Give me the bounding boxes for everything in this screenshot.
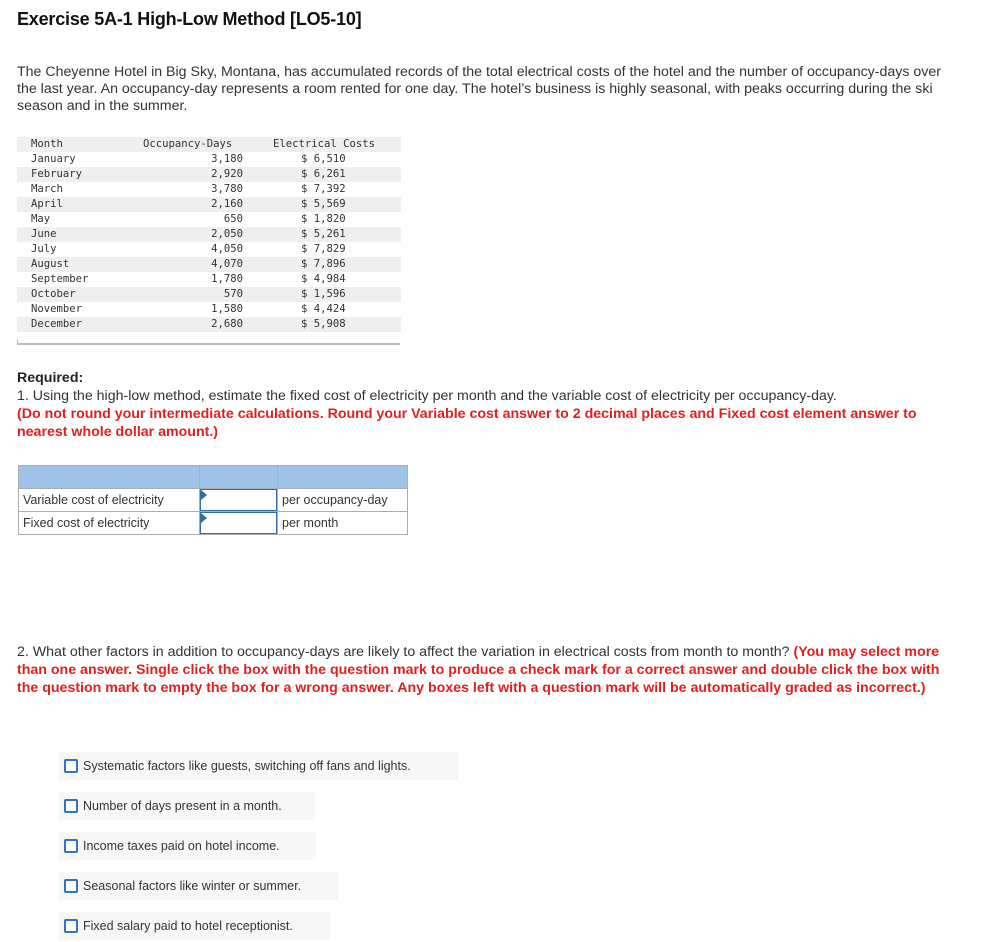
option-label: Fixed salary paid to hotel receptionist. [83, 919, 293, 933]
electrical-costs-cell: $ 4,984 [301, 273, 346, 285]
fixed-cost-input[interactable] [200, 512, 277, 534]
month-cell: November [31, 303, 83, 315]
table-row [17, 317, 401, 332]
table-row [17, 242, 401, 257]
electrical-costs-cell: $ 6,510 [301, 153, 346, 165]
header-month: Month [31, 138, 63, 150]
occupancy-days-cell: 3,780 [211, 183, 243, 195]
electrical-costs-cell: $ 5,908 [301, 318, 346, 330]
table-row [17, 287, 401, 302]
option-label: Seasonal factors like winter or summer. [83, 879, 302, 893]
question-2-instruction: (You may select more than one answer. Single click the box with the question mark to produce a check mark for a correct answer and double click the box with the question mark to empty the box for a wrong answer. Any boxes left with a question mark will be automatically graded as incorrect.) [17, 644, 940, 696]
answer-row-variable-cost [19, 489, 408, 512]
electrical-costs-cell: $ 7,829 [301, 243, 346, 255]
occupancy-days-cell: 1,580 [211, 303, 243, 315]
electrical-costs-cell: $ 1,820 [301, 213, 346, 225]
month-cell: January [31, 153, 76, 165]
checkbox-icon[interactable] [64, 839, 78, 853]
month-cell: February [31, 168, 83, 180]
checkbox-icon[interactable] [64, 759, 78, 773]
table-scroll-edge [17, 339, 400, 345]
electrical-costs-cell: $ 7,896 [301, 258, 346, 270]
occupancy-days-cell: 2,680 [211, 318, 243, 330]
occupancy-days-cell: 570 [223, 288, 243, 300]
occupancy-days-cell: 2,050 [211, 228, 243, 240]
occupancy-days-cell: 1,780 [211, 273, 243, 285]
table-row [17, 257, 401, 272]
table-row [17, 212, 401, 227]
fixed-cost-cell [200, 512, 278, 535]
electrical-costs-cell: $ 5,569 [301, 198, 346, 210]
option-label: Number of days present in a month. [83, 799, 282, 813]
answer-header-cell [19, 466, 200, 489]
occupancy-days-cell: 2,160 [211, 198, 243, 210]
variable-cost-cell [200, 489, 278, 512]
electrical-costs-cell: $ 4,424 [301, 303, 346, 315]
page-title: Exercise 5A-1 High-Low Method [LO5-10] [17, 9, 362, 29]
question-2 [17, 643, 962, 697]
occupancy-days-cell: 2,920 [211, 168, 243, 180]
option-income-taxes[interactable] [59, 832, 316, 860]
table-row [17, 182, 401, 197]
electrical-costs-cell: $ 6,261 [301, 168, 346, 180]
fixed-cost-label: Fixed cost of electricity [19, 512, 200, 535]
table-row [17, 167, 401, 182]
required-label: Required: [17, 370, 84, 386]
data-table [17, 137, 401, 332]
data-table-header [17, 137, 401, 152]
checkbox-icon[interactable] [64, 919, 78, 933]
table-row [17, 302, 401, 317]
answer-table [18, 465, 408, 535]
occupancy-days-cell: 650 [223, 213, 243, 225]
answer-header-cell [200, 466, 278, 489]
month-cell: July [31, 243, 57, 255]
electrical-costs-cell: $ 5,261 [301, 228, 346, 240]
question-1-text: 1. Using the high-low method, estimate the fixed cost of electricity per month and the variable cost of electricity per occupancy-day. [17, 388, 837, 404]
question-1-instruction: (Do not round your intermediate calculations. Round your Variable cost answer to 2 decimal places and Fixed cost element answer to nearest whole dollar amount.) [17, 406, 917, 440]
fixed-cost-unit: per month [278, 512, 408, 535]
data-table-body [17, 152, 401, 332]
option-label: Systematic factors like guests, switching off fans and lights. [83, 759, 411, 773]
month-cell: March [31, 183, 63, 195]
variable-cost-input[interactable] [200, 489, 277, 511]
month-cell: May [31, 213, 51, 225]
month-cell: December [31, 318, 83, 330]
answer-header-cell [278, 466, 408, 489]
answer-table-header [19, 466, 408, 489]
month-cell: September [31, 273, 89, 285]
table-row [17, 272, 401, 287]
header-occupancy-days: Occupancy-Days [143, 138, 233, 150]
question-2-text: 2. What other factors in addition to occupancy-days are likely to affect the variation in electrical costs from month to month? [17, 644, 790, 660]
electrical-costs-cell: $ 1,596 [301, 288, 346, 300]
month-cell: October [31, 288, 76, 300]
table-row [17, 152, 401, 167]
option-fixed-salary[interactable] [59, 912, 330, 940]
answer-row-fixed-cost [19, 512, 408, 535]
option-days-in-month[interactable] [59, 792, 315, 820]
occupancy-days-cell: 4,050 [211, 243, 243, 255]
checkbox-icon[interactable] [64, 879, 78, 893]
table-row [17, 197, 401, 212]
input-flag-icon [201, 513, 207, 523]
option-seasonal-factors[interactable] [59, 872, 338, 900]
occupancy-days-cell: 4,070 [211, 258, 243, 270]
input-flag-icon [201, 490, 207, 500]
table-row [17, 227, 401, 242]
month-cell: June [31, 228, 57, 240]
header-electrical-costs: Electrical Costs [273, 138, 376, 150]
option-systematic-factors[interactable] [59, 752, 458, 780]
intro-paragraph: The Cheyenne Hotel in Big Sky, Montana, has accumulated records of the total electrical costs of the hotel and the number of occupancy-days over the last year. An occupancy-day represents a room rented for one day. The hotel’s business is highly seasonal, with peaks occurring during the ski season and in the summer. [17, 64, 942, 114]
month-cell: April [31, 198, 63, 210]
variable-cost-label: Variable cost of electricity [19, 489, 200, 512]
occupancy-days-cell: 3,180 [211, 153, 243, 165]
required-section [17, 369, 962, 441]
electrical-costs-cell: $ 7,392 [301, 183, 346, 195]
option-label: Income taxes paid on hotel income. [83, 839, 280, 853]
month-cell: August [31, 258, 70, 270]
variable-cost-unit: per occupancy-day [278, 489, 408, 512]
checkbox-icon[interactable] [64, 799, 78, 813]
